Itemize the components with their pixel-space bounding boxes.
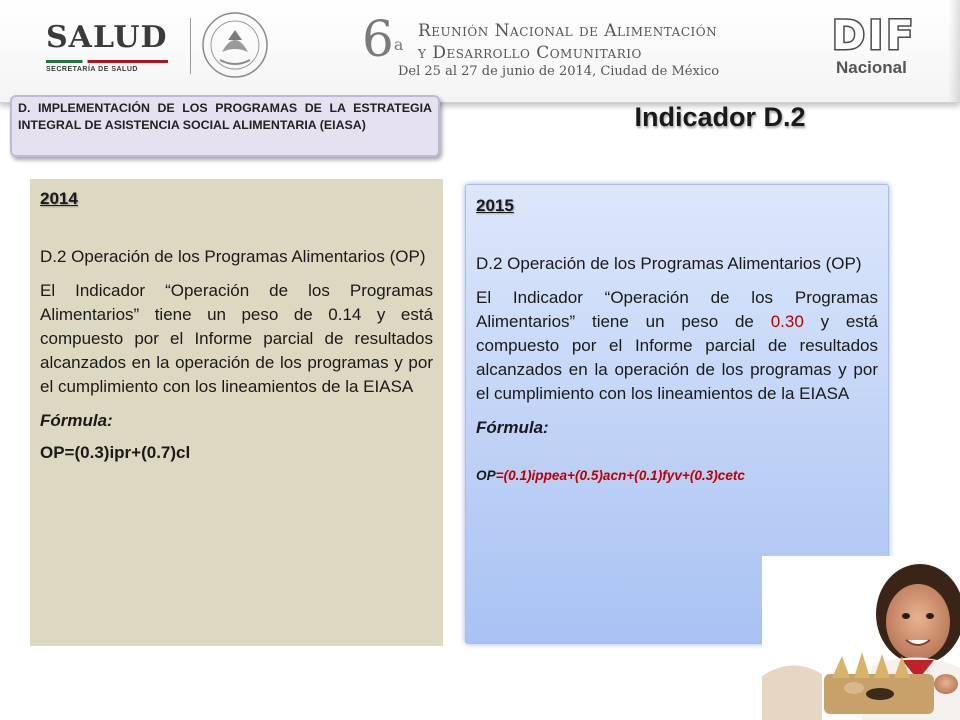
event-title [418,20,717,64]
section-tag: D. IMPLEMENTACIÓN DE LOS PROGRAMAS DE LA ESTRATEGIA INTEGRAL DE ASISTENCIA SOCIAL ALIMENTARIA (EIASA) [10,95,440,157]
salud-logo [28,14,188,74]
panel-2015-formula-prefix: OP [476,468,496,483]
panel-2014-description: El Indicador “Operación de los Programas Alimentarios” tiene un peso de 0.14 y está compuesto por el Informe parcial de resultados alcanzados en la operación de los programas y por el cumplimiento con los lineamientos de la EIASA [40,281,433,396]
dif-logo-letters: DIF [832,13,917,59]
panel-2015-weight: 0.30 [770,312,804,331]
header-divider [190,18,191,74]
event-ordinal-number: 6 [362,10,394,68]
event-ordinal-suffix: a [393,35,404,54]
child-with-food-photo [762,556,960,720]
salud-logo-word: SALUD [46,20,168,55]
panel-2015-description-before: El Indicador “Operación de los Programas Alimentarios” tiene un peso de [476,288,878,331]
panel-2015-indicator-name: D.2 Operación de los Programas Alimentarios (OP) [476,254,862,273]
panel-2015-year: 2015 [476,196,514,215]
panel-2014 [30,179,443,646]
salud-logo-stripe [46,60,168,63]
panel-2015-formula-label: Fórmula: [476,418,549,437]
banner-edge-shadow [948,0,960,102]
event-date: Del 25 al 27 de junio de 2014, Ciudad de México [398,64,720,79]
salud-logo-subtitle: SECRETARÍA DE SALUD [46,66,138,73]
panel-2015-formula-rest: =(0.1)ippea+(0.5)acn+(0.1)fyv+(0.3)cetc [495,468,745,483]
panel-2014-indicator-name: D.2 Operación de los Programas Alimentarios (OP) [40,247,426,266]
panel-2014-formula-label: Fórmula: [40,411,113,430]
panel-2014-year: 2014 [40,189,78,208]
header-banner [0,0,960,103]
page-title: Indicador D.2 [634,102,806,132]
panel-2014-formula: OP=(0.3)ipr+(0.7)cl [40,443,191,462]
mexico-seal-icon [200,10,270,80]
event-title-line2: y Desarrollo Comunitario [418,43,642,63]
event-title-line1: Reunión Nacional de Alimentación [418,21,718,41]
dif-logo-subtitle: Nacional [836,58,907,77]
dif-logo [832,14,922,84]
panel-2015-description [476,286,878,406]
panel-2015-description-after: y está compuesto por el Informe parcial de resultados alcanzados en la operación de los programas y por el cumplimiento con los lineamientos de la EIASA [476,312,878,403]
panel-2015-formula [476,464,878,488]
event-ordinal [362,10,404,68]
